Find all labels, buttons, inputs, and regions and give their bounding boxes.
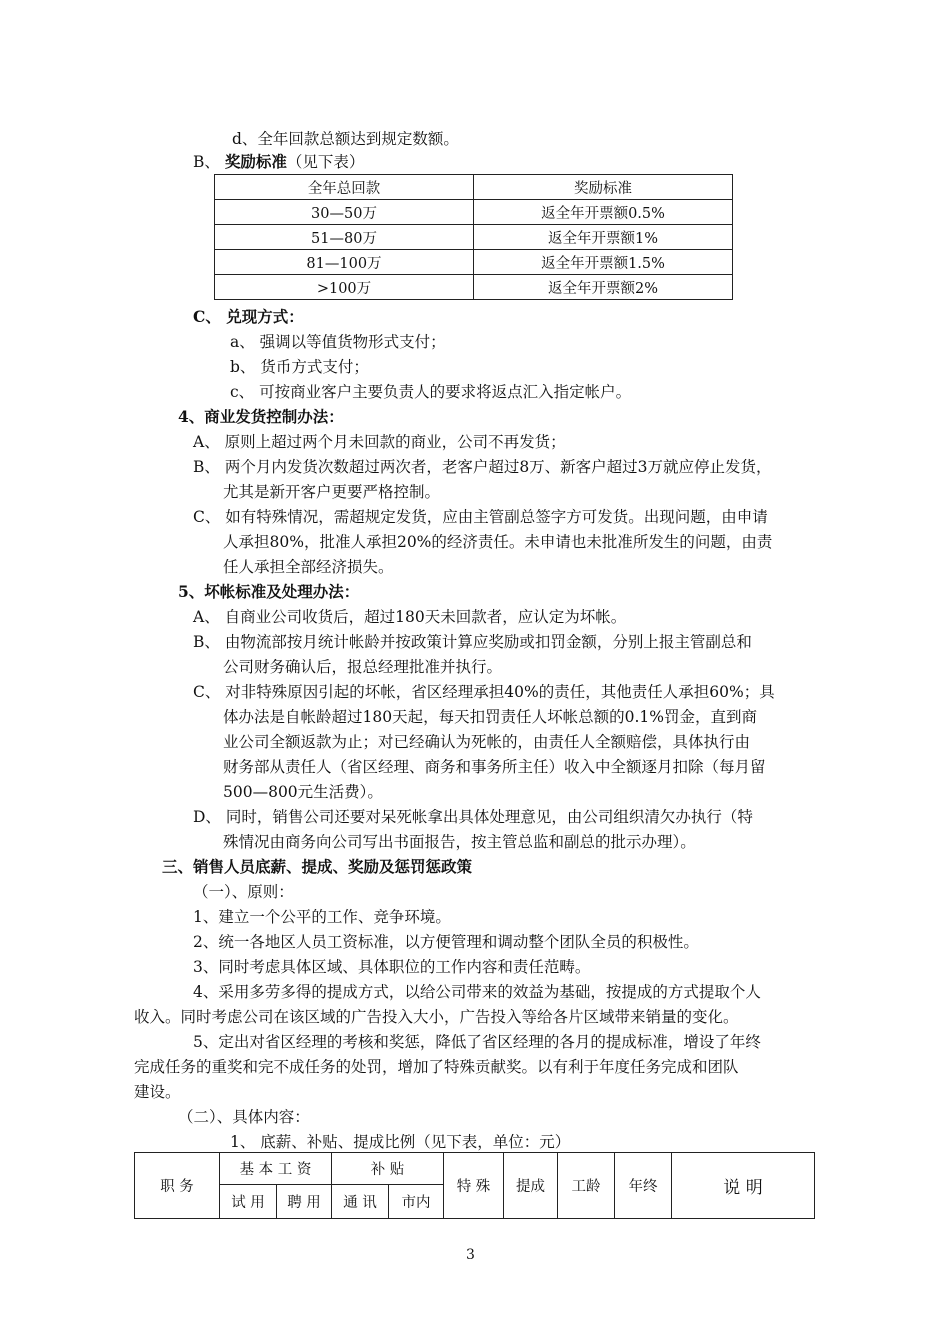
baddebt-c-3: 业公司全额返款为止；对已经确认为死帐的，由责任人全额赔偿，具体执行由: [223, 733, 751, 751]
col-base-salary: 基 本 工 资: [220, 1153, 332, 1185]
reward-header-total: 全年总回款: [215, 175, 474, 200]
principle-title: （一）、原则：: [193, 883, 294, 901]
col-seniority: 工龄: [558, 1153, 615, 1219]
col-city: 市内: [389, 1185, 444, 1219]
baddebt-c-1: C、 对非特殊原因引起的坏帐，省区经理承担40%的责任，其他责任人承担60%；具: [193, 683, 775, 701]
section3-title: 三、销售人员底薪、提成、奖励及惩罚惩政策: [162, 857, 473, 876]
baddebt-d-2: 殊情况由商务向公司写出书面报告，按主管总监和副总的批示办理）。: [223, 833, 696, 851]
content-title: （二）、具体内容：: [178, 1108, 310, 1126]
principle-3: 3、同时考虑具体区域、具体职位的工作内容和责任范畴。: [193, 958, 591, 976]
baddebt-c-4: 财务部从责任人（省区经理、商务和事务所主任）收入中全额逐月扣除（每月留: [223, 758, 766, 776]
col-special: 特 殊: [444, 1153, 504, 1219]
reward-header-standard: 奖励标准: [474, 175, 733, 200]
reward-cell: 51—80万: [215, 225, 474, 250]
principle-1: 1、建立一个公平的工作、竞争环境。: [193, 908, 451, 926]
col-hired: 聘 用: [277, 1185, 332, 1219]
col-trial: 试 用: [220, 1185, 277, 1219]
col-comm: 通 讯: [332, 1185, 389, 1219]
baddebt-b-2: 公司财务确认后，报总经理批准并执行。: [223, 658, 503, 676]
baddebt-c-2: 体办法是自帐龄超过180天起，每天扣罚责任人坏帐总额的0.1%罚金，直到商: [223, 708, 757, 726]
principle-2: 2、统一各地区人员工资标准，以方便管理和调动整个团队全员的积极性。: [193, 933, 699, 951]
baddebt-b-1: B、 由物流部按月统计帐龄并按政策计算应奖励或扣罚金额，分别上报主管副总和: [193, 633, 752, 651]
principle-4-b: 收入。同时考虑公司在该区域的广告投入大小，广告投入等给各片区域带来销量的变化。: [134, 1008, 739, 1026]
redeem-item-b: b、 货币方式支付；: [230, 358, 369, 376]
principle-5-b: 完成任务的重奖和完不成任务的处罚，增加了特殊贡献奖。以有利于年度任务完成和团队: [134, 1058, 739, 1076]
redeem-title: C、 兑现方式：: [193, 307, 304, 326]
section-b-note: （见下表）: [286, 153, 365, 171]
reward-cell: 返全年开票额1.5%: [474, 250, 733, 275]
reward-cell: 返全年开票额0.5%: [474, 200, 733, 225]
section-b-heading: [193, 150, 364, 174]
col-note: 说 明: [672, 1153, 815, 1219]
principle-4-a: 4、采用多劳多得的提成方式，以给公司带来的效益为基础，按提成的方式提取个人: [193, 983, 761, 1001]
item-d: d、全年回款总额达到规定数额。: [232, 130, 459, 148]
principle-5-a: 5、定出对省区经理的考核和奖惩，降低了省区经理的各月的提成标准，增设了年终: [193, 1033, 761, 1051]
shipping-c-3: 任人承担全部经济损失。: [223, 558, 394, 576]
content-item-1: 1、 底薪、补贴、提成比例（见下表，单位：元）: [230, 1133, 571, 1151]
reward-cell: 81—100万: [215, 250, 474, 275]
shipping-c-2: 人承担80%，批准人承担20%的经济责任。未申请也未批准所发生的问题，由责: [223, 533, 773, 551]
salary-table: [134, 1152, 815, 1219]
redeem-item-c: c、 可按商业客户主要负责人的要求将返点汇入指定帐户。: [230, 383, 632, 401]
reward-cell: 返全年开票额2%: [474, 275, 733, 300]
section-b-title: 奖励标准: [224, 152, 287, 171]
principle-5-c: 建设。: [134, 1083, 181, 1101]
reward-table: [214, 174, 733, 300]
baddebt-a: A、 自商业公司收货后，超过180天未回款者，应认定为坏帐。: [193, 608, 627, 626]
baddebt-d-1: D、 同时，销售公司还要对呆死帐拿出具体处理意见，由公司组织清欠办执行（特: [193, 808, 753, 826]
shipping-a: A、 原则上超过两个月未回款的商业，公司不再发货；: [193, 433, 566, 451]
col-allowance: 补 贴: [332, 1153, 444, 1185]
col-position: 职 务: [135, 1153, 220, 1219]
baddebt-title: 5、坏帐标准及处理办法：: [178, 582, 360, 601]
reward-cell: 30—50万: [215, 200, 474, 225]
shipping-b-1: B、 两个月内发货次数超过两次者，老客户超过8万、新客户超过3万就应停止发货，: [193, 458, 772, 476]
baddebt-c-5: 500—800元生活费）。: [223, 783, 383, 801]
shipping-b-2: 尤其是新开客户更要严格控制。: [223, 483, 441, 501]
page-number: 3: [466, 1247, 475, 1263]
section-b-prefix: B、: [193, 153, 220, 171]
redeem-item-a: a、 强调以等值货物形式支付；: [230, 333, 446, 351]
col-commission: 提成: [504, 1153, 558, 1219]
reward-cell: >100万: [215, 275, 474, 300]
reward-cell: 返全年开票额1%: [474, 225, 733, 250]
shipping-title: 4、商业发货控制办法：: [178, 407, 344, 426]
col-year-end: 年终: [615, 1153, 672, 1219]
shipping-c-1: C、 如有特殊情况，需超规定发货，应由主管副总签字方可发货。出现问题，由申请: [193, 508, 768, 526]
